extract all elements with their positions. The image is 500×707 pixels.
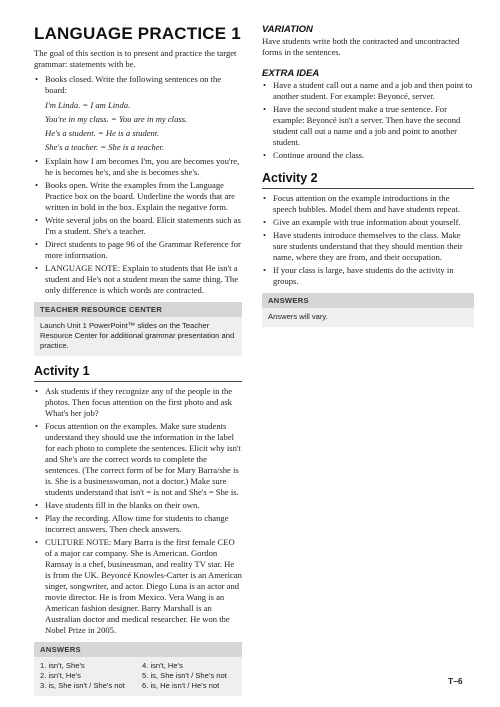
- bullet-icon: •: [263, 104, 267, 114]
- bullet-text: Continue around the class.: [273, 150, 365, 160]
- list-item: [34, 513, 242, 535]
- page-number: T–6: [448, 676, 463, 686]
- bullet-text: Have students introduce themselves to the class. Make sure students understand that they should mention their name, where they are from, and their occupation.: [273, 230, 463, 262]
- bullet-icon: •: [263, 193, 267, 203]
- list-item: [34, 239, 242, 261]
- bullet-text: If your class is large, have students do the activity in groups.: [273, 265, 454, 286]
- list-item: [34, 156, 242, 178]
- bullet-text: Have the second student make a true sentence. For example: Beyoncé isn't a server. Then have the second student call out a name and a job and point to another student.: [273, 104, 461, 147]
- bullet-icon: •: [35, 386, 39, 396]
- list-item: [34, 263, 242, 296]
- answer-item: 2. isn't, He's: [40, 671, 81, 680]
- variation-text: Have students write both the contracted and uncontracted forms in the sentences.: [262, 36, 460, 57]
- answer-item: 5. is, She isn't / She's not: [142, 671, 227, 680]
- teacher-resource-box: [34, 302, 242, 356]
- list-item: [34, 421, 242, 498]
- bullet-icon: •: [35, 239, 39, 249]
- bullet-text: Focus attention on the examples. Make sure students understand they should use the information in the label for each photo to complete the sentences. Elicit why isn't and She's are the correct words to complete the sentences. (The correct form of be for Mary Barra/she is is. She is a businesswoman, not a doctor.) Make sure students understand that isn't = is not and She's = She is.: [45, 421, 241, 497]
- box-header: ANSWERS: [34, 642, 242, 657]
- activity-2-bullets: [262, 193, 474, 287]
- answer-item: 1. isn't, She's: [40, 661, 85, 670]
- answer-item: 6. is, He isn't / He's not: [142, 681, 220, 690]
- answers-box: [34, 642, 242, 696]
- bullet-text: Give an example with true information about yourself.: [273, 217, 461, 227]
- box-body: Answers will vary.: [268, 312, 328, 321]
- bullet-text: Ask students if they recognize any of the people in the photos. Then focus attention on the first photo and ask What's her job?: [45, 386, 233, 418]
- list-item: [262, 265, 474, 287]
- answer-item: 4. isn't, He's: [142, 661, 183, 670]
- language-bullets: [34, 74, 242, 96]
- bullet-icon: •: [35, 537, 39, 547]
- bullet-text: LANGUAGE NOTE: Explain to students that He isn't a student and He's not a student mean the same thing. The only difference is which words are contracted.: [45, 263, 239, 295]
- list-item: [34, 215, 242, 237]
- bullet-icon: •: [263, 150, 267, 160]
- bullet-icon: •: [35, 263, 39, 273]
- bullet-icon: •: [263, 230, 267, 240]
- bullet-text: Books open. Write the examples from the Language Practice box on the board. Underline the words that are written in bold in the box. Explain the negative form.: [45, 180, 235, 212]
- activity-2-title: Activity 2: [262, 171, 474, 189]
- list-item: [262, 150, 474, 161]
- intro-text: The goal of this section is to present and practice the target grammar: statements with be.: [34, 48, 237, 69]
- bullet-text: CULTURE NOTE: Mary Barra is the first female CEO of a major car company. She is American. Gordon Ramsay is a chef, businessman, and reality TV star. He is from the UK. Beyoncé Knowles-Carter is an American singer, songwriter, and actor. Diego Luna is an actor and movie director. He is from Mexico. Vera Wang is an American fashion designer. Barry Marshall is an Australian doctor and medical researcher. He won the Nobel Prize in 2005.: [45, 537, 242, 635]
- bullet-icon: •: [35, 180, 39, 190]
- list-item: [262, 80, 474, 102]
- answer-item: 3. is, She isn't / She's not: [40, 681, 125, 690]
- section-title: LANGUAGE PRACTICE 1: [34, 24, 241, 43]
- bullet-text: Write several jobs on the board. Elicit statements such as I'm a student. She's a teacher.: [45, 215, 241, 236]
- bullet-icon: •: [35, 156, 39, 166]
- activity-1-bullets: [34, 386, 242, 636]
- list-item: [34, 180, 242, 213]
- bullet-icon: •: [35, 74, 39, 84]
- activity-1-title: Activity 1: [34, 364, 242, 382]
- bullet-text: Play the recording. Allow time for students to change incorrect answers. Then check answers.: [45, 513, 229, 534]
- bullet-text: Books closed. Write the following sentences on the board:: [45, 74, 222, 95]
- example-line: She's a teacher. = She is a teacher.: [45, 142, 165, 152]
- left-column: [34, 24, 242, 704]
- box-header: TEACHER RESOURCE CENTER: [34, 302, 242, 317]
- bullet-text: Focus attention on the example introductions in the speech bubbles. Model them and have students repeat.: [273, 193, 460, 214]
- example-line: I'm Linda. = I am Linda.: [45, 100, 131, 110]
- example-line: You're in my class. = You are in my class.: [45, 114, 188, 124]
- bullet-text: Have a student call out a name and a job and then point to another student. For example: Beyoncé, server.: [273, 80, 473, 101]
- language-bullets-more: [34, 156, 242, 296]
- bullet-icon: •: [35, 500, 39, 510]
- list-item: [34, 74, 242, 96]
- list-item: [262, 104, 474, 148]
- bullet-text: Direct students to page 96 of the Grammar Reference for more information.: [45, 239, 241, 260]
- answers-grid: [34, 657, 242, 696]
- box-body: Launch Unit 1 PowerPoint™ slides on the Teacher Resource Center for additional grammar presentation and practice.: [40, 321, 235, 350]
- bullet-text: Have students fill in the blanks on their own.: [45, 500, 200, 510]
- list-item: [262, 230, 474, 263]
- extra-idea-title: EXTRA IDEA: [262, 68, 320, 79]
- right-column: [262, 24, 474, 335]
- box-header: ANSWERS: [262, 293, 474, 308]
- bullet-icon: •: [263, 80, 267, 90]
- list-item: [262, 217, 474, 228]
- bullet-icon: •: [263, 265, 267, 275]
- answers-box-2: [262, 293, 474, 327]
- variation-title: VARIATION: [262, 24, 313, 35]
- bullet-text: Explain how I am becomes I'm, you are becomes you're, he is becomes he's, and she is becomes she's.: [45, 156, 240, 177]
- list-item: [34, 500, 242, 511]
- list-item: [34, 537, 242, 636]
- extra-idea-bullets: [262, 80, 474, 161]
- example-line: He's a student. = He is a student.: [45, 128, 160, 138]
- bullet-icon: •: [35, 513, 39, 523]
- bullet-icon: •: [35, 215, 39, 225]
- bullet-icon: •: [263, 217, 267, 227]
- bullet-icon: •: [35, 421, 39, 431]
- list-item: [262, 193, 474, 215]
- list-item: [34, 386, 242, 419]
